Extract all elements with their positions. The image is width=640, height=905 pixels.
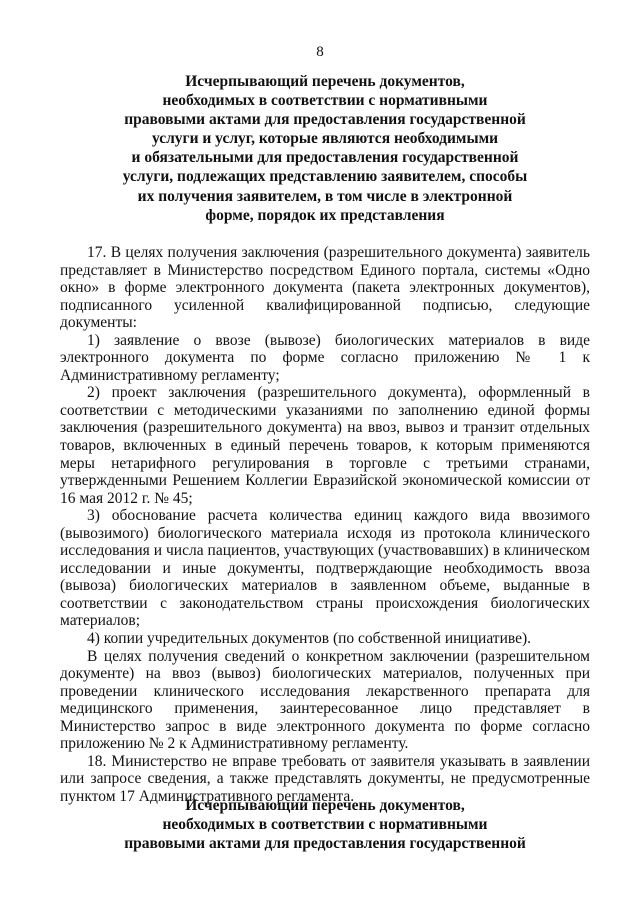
page-number: 8 [316,44,324,60]
list-item-3: 3) обоснование расчета количества единиц каждого вида ввозимого (вывозимого) биологического материала исходя из протокола клинического исследования и числа пациентов, участвующих (участвовавших) в клиническом исследовании и иные документы, подтверждающие необходимость ввоза (вывоза) биологических материалов в заявленном объеме, выданные в соответствии с законодательством страны происхождения биологических материалов; [60,507,590,630]
heading-line: услуги и услуг, которые являются необходимыми [151,130,499,148]
paragraph-request-info: В целях получения сведений о конкретном заключении (разрешительном документе) на ввоз (вывоз) биологических материалов, полученных при проведении клинического исследования лекарственного препарата для медицинского применения, заинтересованное лицо представляет в Министерство запрос в виде электронного документа по форме согласно приложению № 2 к Административному регламенту. [60,647,590,753]
paragraph-18: 18. Министерство не вправе требовать от заявителя указывать в заявлении или запросе сведения, а также представлять документы, не предусмотренные пунктом 17 Административного регламента. [60,752,590,805]
heading-line: Исчерпывающий перечень документов, [185,797,465,814]
heading-line: необходимых в соответствии с нормативными [162,816,488,834]
section-heading-documents-list [60,72,590,225]
heading-line: необходимых в соответствии с нормативными [162,92,488,110]
paragraph-17: 17. В целях получения заключения (разрешительного документа) заявитель представляет в Министерство посредством Единого портала, системы «Одно окно» в форме электронного документа (пакета электронных документов), подписанного усиленной квалифицированной подписью, следующие документы: [60,244,590,332]
heading-line: Исчерпывающий перечень документов, [185,73,465,90]
heading-line: и обязательными для предоставления государственной [131,149,519,167]
document-body [60,244,590,806]
heading-line: форме, порядок их представления [205,206,445,224]
heading-line: их получения заявителем, в том числе в электронной [137,187,513,205]
list-item-2: 2) проект заключения (разрешительного документа), оформленный в соответствии с методическими указаниями по заполнению единой формы заключения (разрешительного документа) на ввоз, вывоз и транзит отдельных товаров, включенных в единый перечень товаров, к которым применяются меры нетарифного регулирования в торговле с третьими странами, утвержденными Решением Коллегии Евразийской экономической комиссии от 16 мая 2012 г. № 45; [60,384,590,507]
heading-line: услуги, подлежащих представлению заявителем, способы [122,168,528,186]
list-item-4: 4) копии учредительных документов (по собственной инициативе). [87,630,532,648]
section-heading-documents-list-continued [60,796,590,853]
heading-line: правовыми актами для предоставления государственной [124,111,526,129]
heading-line: правовыми актами для предоставления государственной [124,835,526,853]
list-item-1: 1) заявление о ввозе (вывозе) биологических материалов в виде электронного документа по форме согласно приложению № 1 к Административному регламенту; [60,331,590,384]
